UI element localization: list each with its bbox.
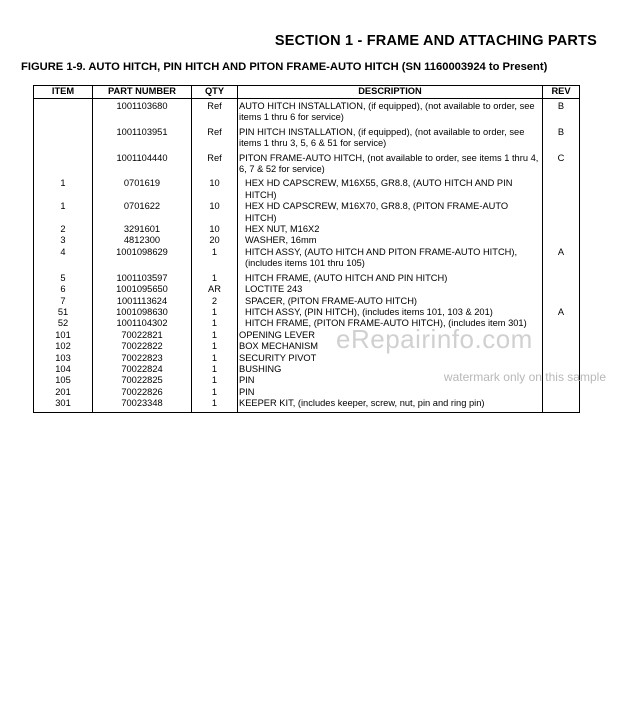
table-row <box>34 99 580 124</box>
cell-description: HEX NUT, M16X2 <box>238 224 543 235</box>
cell-qty: Ref <box>192 124 238 150</box>
cell-description: HITCH FRAME, (AUTO HITCH AND PIN HITCH) <box>238 270 543 284</box>
cell-part-number: 70022823 <box>93 353 192 364</box>
cell-qty: 1 <box>192 341 238 352</box>
cell-part-number: 1001104440 <box>93 150 192 176</box>
cell-item: 3 <box>34 235 93 246</box>
cell-item: 104 <box>34 364 93 375</box>
cell-description: BUSHING <box>238 364 543 375</box>
cell-qty: 1 <box>192 353 238 364</box>
cell-part-number: 4812300 <box>93 235 192 246</box>
cell-rev: B <box>543 99 580 124</box>
cell-qty: AR <box>192 284 238 295</box>
cell-rev: A <box>543 247 580 270</box>
table-row <box>34 175 580 201</box>
column-header-description: DESCRIPTION <box>238 86 543 99</box>
cell-item: 4 <box>34 247 93 270</box>
cell-rev <box>543 318 580 329</box>
cell-qty: 1 <box>192 270 238 284</box>
cell-item: 1 <box>34 175 93 201</box>
cell-part-number: 1001098630 <box>93 307 192 318</box>
cell-description: PITON FRAME-AUTO HITCH, (not available to order, see items 1 thru 4, 6, 7 & 52 for service) <box>238 150 543 176</box>
table-row <box>34 124 580 150</box>
cell-qty: 1 <box>192 387 238 398</box>
cell-qty: 1 <box>192 318 238 329</box>
cell-description: PIN <box>238 387 543 398</box>
cell-part-number: 70022822 <box>93 341 192 352</box>
cell-part-number: 1001095650 <box>93 284 192 295</box>
cell-rev <box>543 224 580 235</box>
column-header-rev: REV <box>543 86 580 99</box>
cell-rev <box>543 235 580 246</box>
cell-description: SECURITY PIVOT <box>238 353 543 364</box>
cell-description: HEX HD CAPSCREW, M16X55, GR8.8, (AUTO HITCH AND PIN HITCH) <box>238 175 543 201</box>
cell-rev <box>543 387 580 398</box>
cell-description: LOCTITE 243 <box>238 284 543 295</box>
watermark-text: watermark only on this sample <box>443 370 606 384</box>
cell-part-number: 70023348 <box>93 398 192 412</box>
cell-item: 101 <box>34 330 93 341</box>
table-row <box>34 296 580 307</box>
cell-part-number: 1001103680 <box>93 99 192 124</box>
parts-table <box>33 85 580 413</box>
cell-rev <box>543 175 580 201</box>
cell-description: AUTO HITCH INSTALLATION, (if equipped), (not available to order, see items 1 thru 6 for service) <box>238 99 543 124</box>
cell-description: BOX MECHANISM <box>238 341 543 352</box>
cell-qty: 10 <box>192 224 238 235</box>
cell-item <box>34 124 93 150</box>
cell-qty: 1 <box>192 364 238 375</box>
cell-part-number: 1001098629 <box>93 247 192 270</box>
cell-part-number: 1001103597 <box>93 270 192 284</box>
table-row <box>34 307 580 318</box>
cell-qty: 1 <box>192 398 238 412</box>
cell-part-number: 70022821 <box>93 330 192 341</box>
cell-item <box>34 150 93 176</box>
cell-description: OPENING LEVER <box>238 330 543 341</box>
table-row <box>34 387 580 398</box>
cell-qty: 1 <box>192 307 238 318</box>
table-header-row <box>34 86 580 99</box>
cell-rev <box>543 284 580 295</box>
table-row <box>34 270 580 284</box>
cell-rev <box>543 398 580 412</box>
cell-part-number: 70022826 <box>93 387 192 398</box>
column-header-qty: QTY <box>192 86 238 99</box>
cell-item: 1 <box>34 201 93 224</box>
cell-rev <box>543 353 580 364</box>
table-row <box>34 398 580 412</box>
cell-part-number: 1001113624 <box>93 296 192 307</box>
parts-table-body <box>34 99 580 413</box>
cell-item: 5 <box>34 270 93 284</box>
cell-rev <box>543 270 580 284</box>
cell-rev: B <box>543 124 580 150</box>
cell-description: HITCH FRAME, (PITON FRAME-AUTO HITCH), (includes item 301) <box>238 318 543 329</box>
table-row <box>34 201 580 224</box>
cell-part-number: 0701619 <box>93 175 192 201</box>
cell-item: 52 <box>34 318 93 329</box>
cell-description: PIN HITCH INSTALLATION, (if equipped), (not available to order, see items 1 thru 3, 5, 6 & 51 for service) <box>238 124 543 150</box>
cell-item: 102 <box>34 341 93 352</box>
cell-item: 2 <box>34 224 93 235</box>
cell-part-number: 70022825 <box>93 375 192 386</box>
watermark-brand: eRepairinfo.com <box>336 324 533 354</box>
cell-qty: 2 <box>192 296 238 307</box>
cell-item: 105 <box>34 375 93 386</box>
table-row <box>34 224 580 235</box>
cell-part-number: 70022824 <box>93 364 192 375</box>
cell-item: 103 <box>34 353 93 364</box>
table-row <box>34 235 580 246</box>
cell-item: 51 <box>34 307 93 318</box>
cell-description: PIN <box>238 375 543 386</box>
cell-qty: 1 <box>192 247 238 270</box>
column-header-item: ITEM <box>34 86 93 99</box>
cell-item: 201 <box>34 387 93 398</box>
section-title: SECTION 1 - FRAME AND ATTACHING PARTS <box>274 33 597 49</box>
table-row <box>34 150 580 176</box>
cell-item: 6 <box>34 284 93 295</box>
figure-title: FIGURE 1-9. AUTO HITCH, PIN HITCH AND PITON FRAME-AUTO HITCH (SN 1160003924 to Present) <box>21 61 548 73</box>
cell-description: HITCH ASSY, (AUTO HITCH AND PITON FRAME-AUTO HITCH), (includes items 101 thru 105) <box>238 247 543 270</box>
cell-qty: 10 <box>192 201 238 224</box>
cell-description: WASHER, 16mm <box>238 235 543 246</box>
cell-part-number: 0701622 <box>93 201 192 224</box>
cell-part-number: 1001103951 <box>93 124 192 150</box>
cell-rev <box>543 330 580 341</box>
cell-description: HITCH ASSY, (PIN HITCH), (includes items 101, 103 & 201) <box>238 307 543 318</box>
cell-description: HEX HD CAPSCREW, M16X70, GR8.8, (PITON FRAME-AUTO HITCH) <box>238 201 543 224</box>
cell-rev <box>543 201 580 224</box>
table-row <box>34 247 580 270</box>
cell-rev: A <box>543 307 580 318</box>
cell-qty: 1 <box>192 330 238 341</box>
cell-item: 7 <box>34 296 93 307</box>
cell-rev <box>543 296 580 307</box>
cell-rev <box>543 341 580 352</box>
cell-rev: C <box>543 150 580 176</box>
cell-qty: 10 <box>192 175 238 201</box>
cell-part-number: 1001104302 <box>93 318 192 329</box>
cell-part-number: 3291601 <box>93 224 192 235</box>
cell-description: KEEPER KIT, (includes keeper, screw, nut, pin and ring pin) <box>238 398 543 412</box>
cell-qty: Ref <box>192 99 238 124</box>
column-header-part-number: PART NUMBER <box>93 86 192 99</box>
cell-item <box>34 99 93 124</box>
cell-qty: 20 <box>192 235 238 246</box>
cell-item: 301 <box>34 398 93 412</box>
cell-qty: 1 <box>192 375 238 386</box>
cell-qty: Ref <box>192 150 238 176</box>
cell-description: SPACER, (PITON FRAME-AUTO HITCH) <box>238 296 543 307</box>
table-row <box>34 284 580 295</box>
